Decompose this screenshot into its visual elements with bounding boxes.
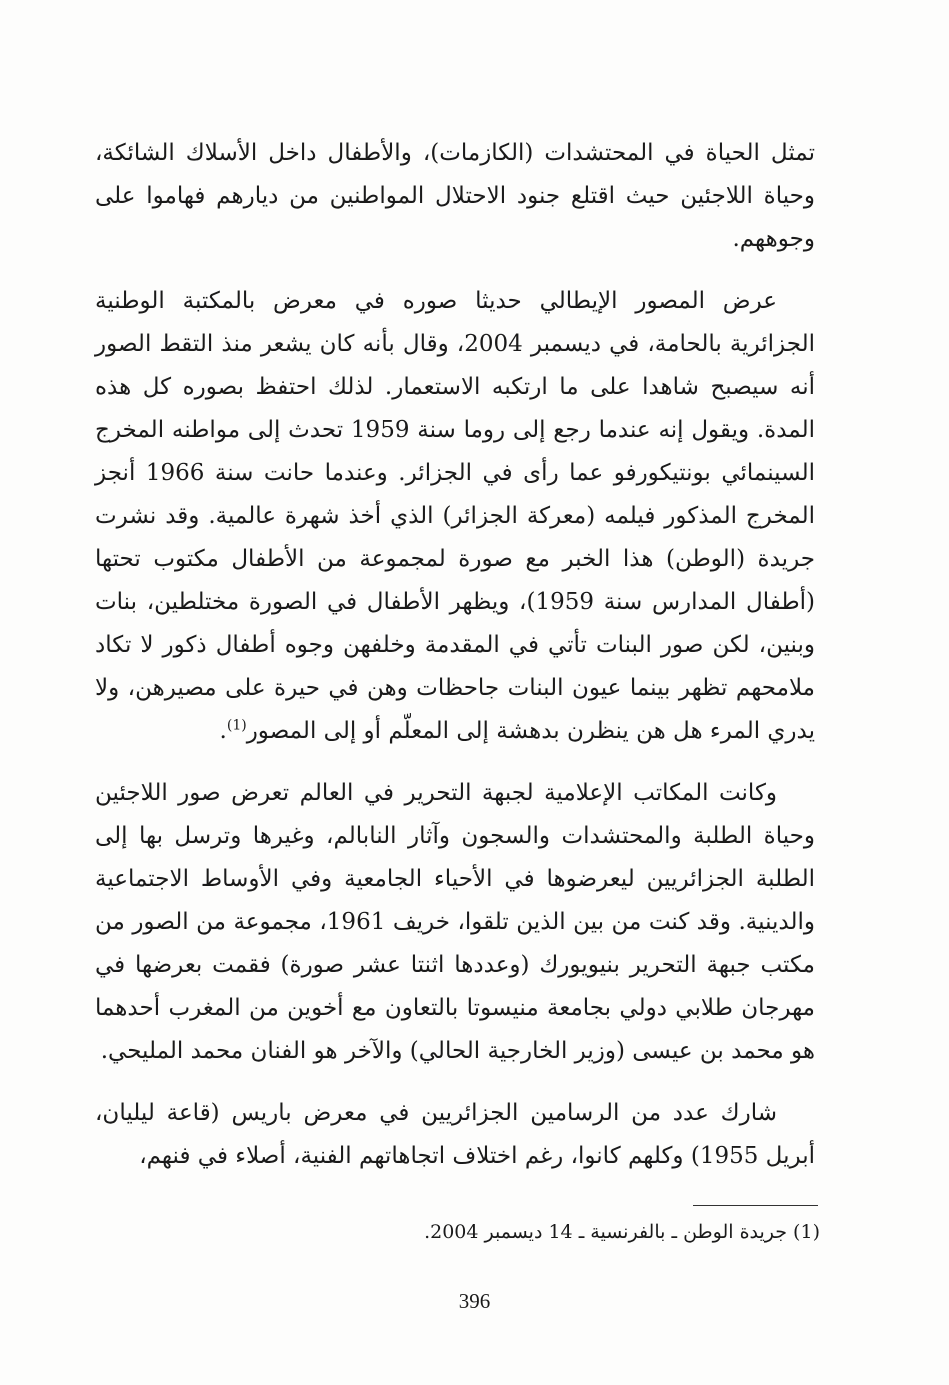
paragraph-2-end: . <box>219 718 227 744</box>
footnote: (1) جريدة الوطن ـ بالفرنسية ـ 14 ديسمبر 2004. <box>424 1221 820 1243</box>
paragraph-1: تمثل الحياة في المحتشدات (الكازمات)، والأطفال داخل الأسلاك الشائكة، وحياة اللاجئين حيث اقتلع جنود الاحتلال المواطنين من ديارهم فهاموا على وجوههم. <box>95 140 815 252</box>
paragraph-3: وكانت المكاتب الإعلامية لجبهة التحرير في العالم تعرض صور اللاجئين وحياة الطلبة والمحتشدات والسجون وآثار النابالم، وغيرها وترسل بها إلى الطلبة الجزائريين ليعرضوها في الأحياء الجامعية وفي الأوساط الاجتماعية والدينية. وقد كنت من بين الذين تلقوا، خريف 1961، مجموعة من الصور من مكتب جبهة التحرير بنيويورك (وعددها اثنتا عشر صورة) فقمت بعرضها في مهرجان طلابي دولي بجامعة منيسوتا بالتعاون مع أخوين من المغرب أحدهما هو محمد بن عيسى (وزير الخارجية الحالي) والآخر هو الفنان محمد المليحي. <box>95 780 815 1064</box>
footnote-separator <box>693 1205 818 1206</box>
body-text <box>95 132 815 1197</box>
paragraph-2 <box>95 280 815 753</box>
footnote-reference: (1) <box>226 717 247 734</box>
paragraph-4: شارك عدد من الرسامين الجزائريين في معرض باريس (قاعة ليليان، أبريل 1955) وكلهم كانوا، رغم اختلاف اتجاهاتهم الفنية، أصلاء في فنهم، <box>95 1100 815 1169</box>
page-number: 396 <box>458 1289 491 1313</box>
paragraph-2-text: عرض المصور الإيطالي حديثا صوره في معرض بالمكتبة الوطنية الجزائرية بالحامة، في ديسمبر 2004، وقال بأنه كان يشعر منذ التقط الصور أنه سيصبح شاهدا على ما ارتكبه الاستعمار. لذلك احتفظ بصوره كل هذه المدة. ويقول إنه عندما رجع إلى روما سنة 1959 تحدث إلى مواطنه المخرج السينمائي بونتيكورفو عما رأى في الجزائر. وعندما حانت سنة 1966 أنجز المخرج المذكور فيلمه (معركة الجزائر) الذي أخذ شهرة عالمية. وقد نشرت جريدة (الوطن) هذا الخبر مع صورة لمجموعة من الأطفال مكتوب تحتها (أطفال المدارس سنة 1959)، ويظهر الأطفال في الصورة مختلطين، بنات وبنين، لكن صور البنات تأتي في المقدمة وخلفهن وجوه أطفال ذكور لا تكاد ملامحهم تظهر بينما عيون البنات جاحظات وهن في حيرة على مصيرهن، ولا يدري المرء هل هن ينظرن بدهشة إلى المعلّم أو إلى المصور <box>95 288 816 744</box>
